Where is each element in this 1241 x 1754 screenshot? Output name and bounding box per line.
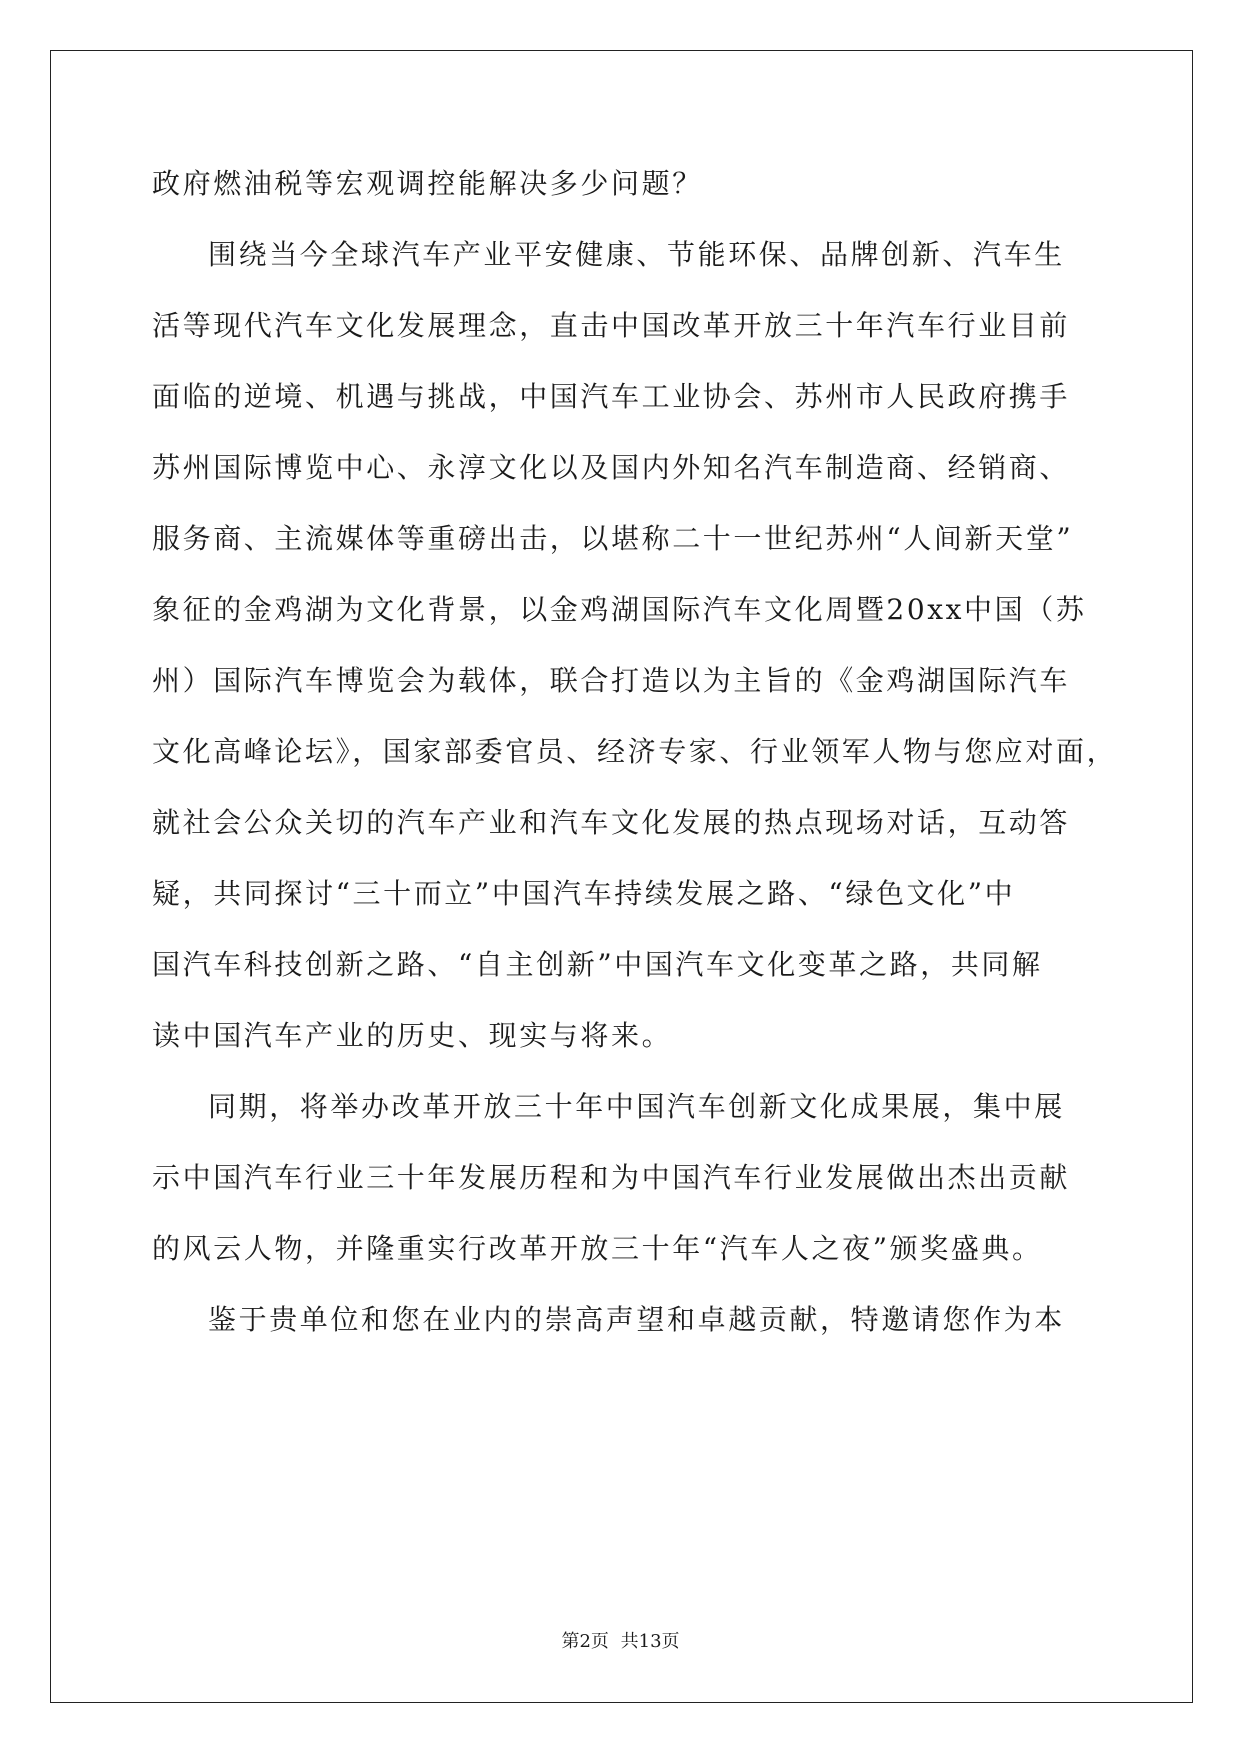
text-line: 苏州国际博览中心、永淳文化以及国内外知名汽车制造商、经销商、 [152, 451, 1071, 484]
text-line: 服务商、主流媒体等重磅出击，以堪称二十一世纪苏州“人间新天堂” [152, 522, 1074, 555]
text-line: 州）国际汽车博览会为载体，联合打造以为主旨的《金鸡湖国际汽车 [152, 664, 1071, 697]
text-line: 文化高峰论坛》，国家部委官员、经济专家、行业领军人物与您应对面， [152, 735, 1118, 768]
text-line: 疑，共同探讨“三十而立”中国汽车持续发展之路、“绿色文化”中 [152, 877, 1016, 910]
text-line: 同期，将举办改革开放三十年中国汽车创新文化成果展，集中展 [208, 1090, 1065, 1123]
text-line: 象征的金鸡湖为文化背景，以金鸡湖国际汽车文化周暨20xx中国（苏 [152, 593, 1087, 626]
text-line: 读中国汽车产业的历史、现实与将来。 [152, 1019, 673, 1052]
text-line: 活等现代汽车文化发展理念，直击中国改革开放三十年汽车行业目前 [152, 309, 1071, 342]
page-total: 共13页 [620, 1631, 680, 1652]
text-line: 就社会公众关切的汽车产业和汽车文化发展的热点现场对话，互动答 [152, 806, 1071, 839]
page-number: 第2页 [561, 1631, 609, 1652]
text-line: 国汽车科技创新之路、“自主创新”中国汽车文化变革之路，共同解 [152, 948, 1043, 981]
text-line: 鉴于贵单位和您在业内的崇高声望和卓越贡献，特邀请您作为本 [208, 1303, 1065, 1336]
text-line: 面临的逆境、机遇与挑战，中国汽车工业协会、苏州市人民政府携手 [152, 380, 1071, 413]
text-line: 示中国汽车行业三十年发展历程和为中国汽车行业发展做出杰出贡献 [152, 1161, 1071, 1194]
text-line: 政府燃油税等宏观调控能解决多少问题？ [152, 167, 703, 200]
text-line: 围绕当今全球汽车产业平安健康、节能环保、品牌创新、汽车生 [208, 238, 1065, 271]
text-line: 的风云人物，并隆重实行改革开放三十年“汽车人之夜”颁奖盛典。 [152, 1232, 1043, 1265]
page-footer [0, 1630, 1241, 1654]
